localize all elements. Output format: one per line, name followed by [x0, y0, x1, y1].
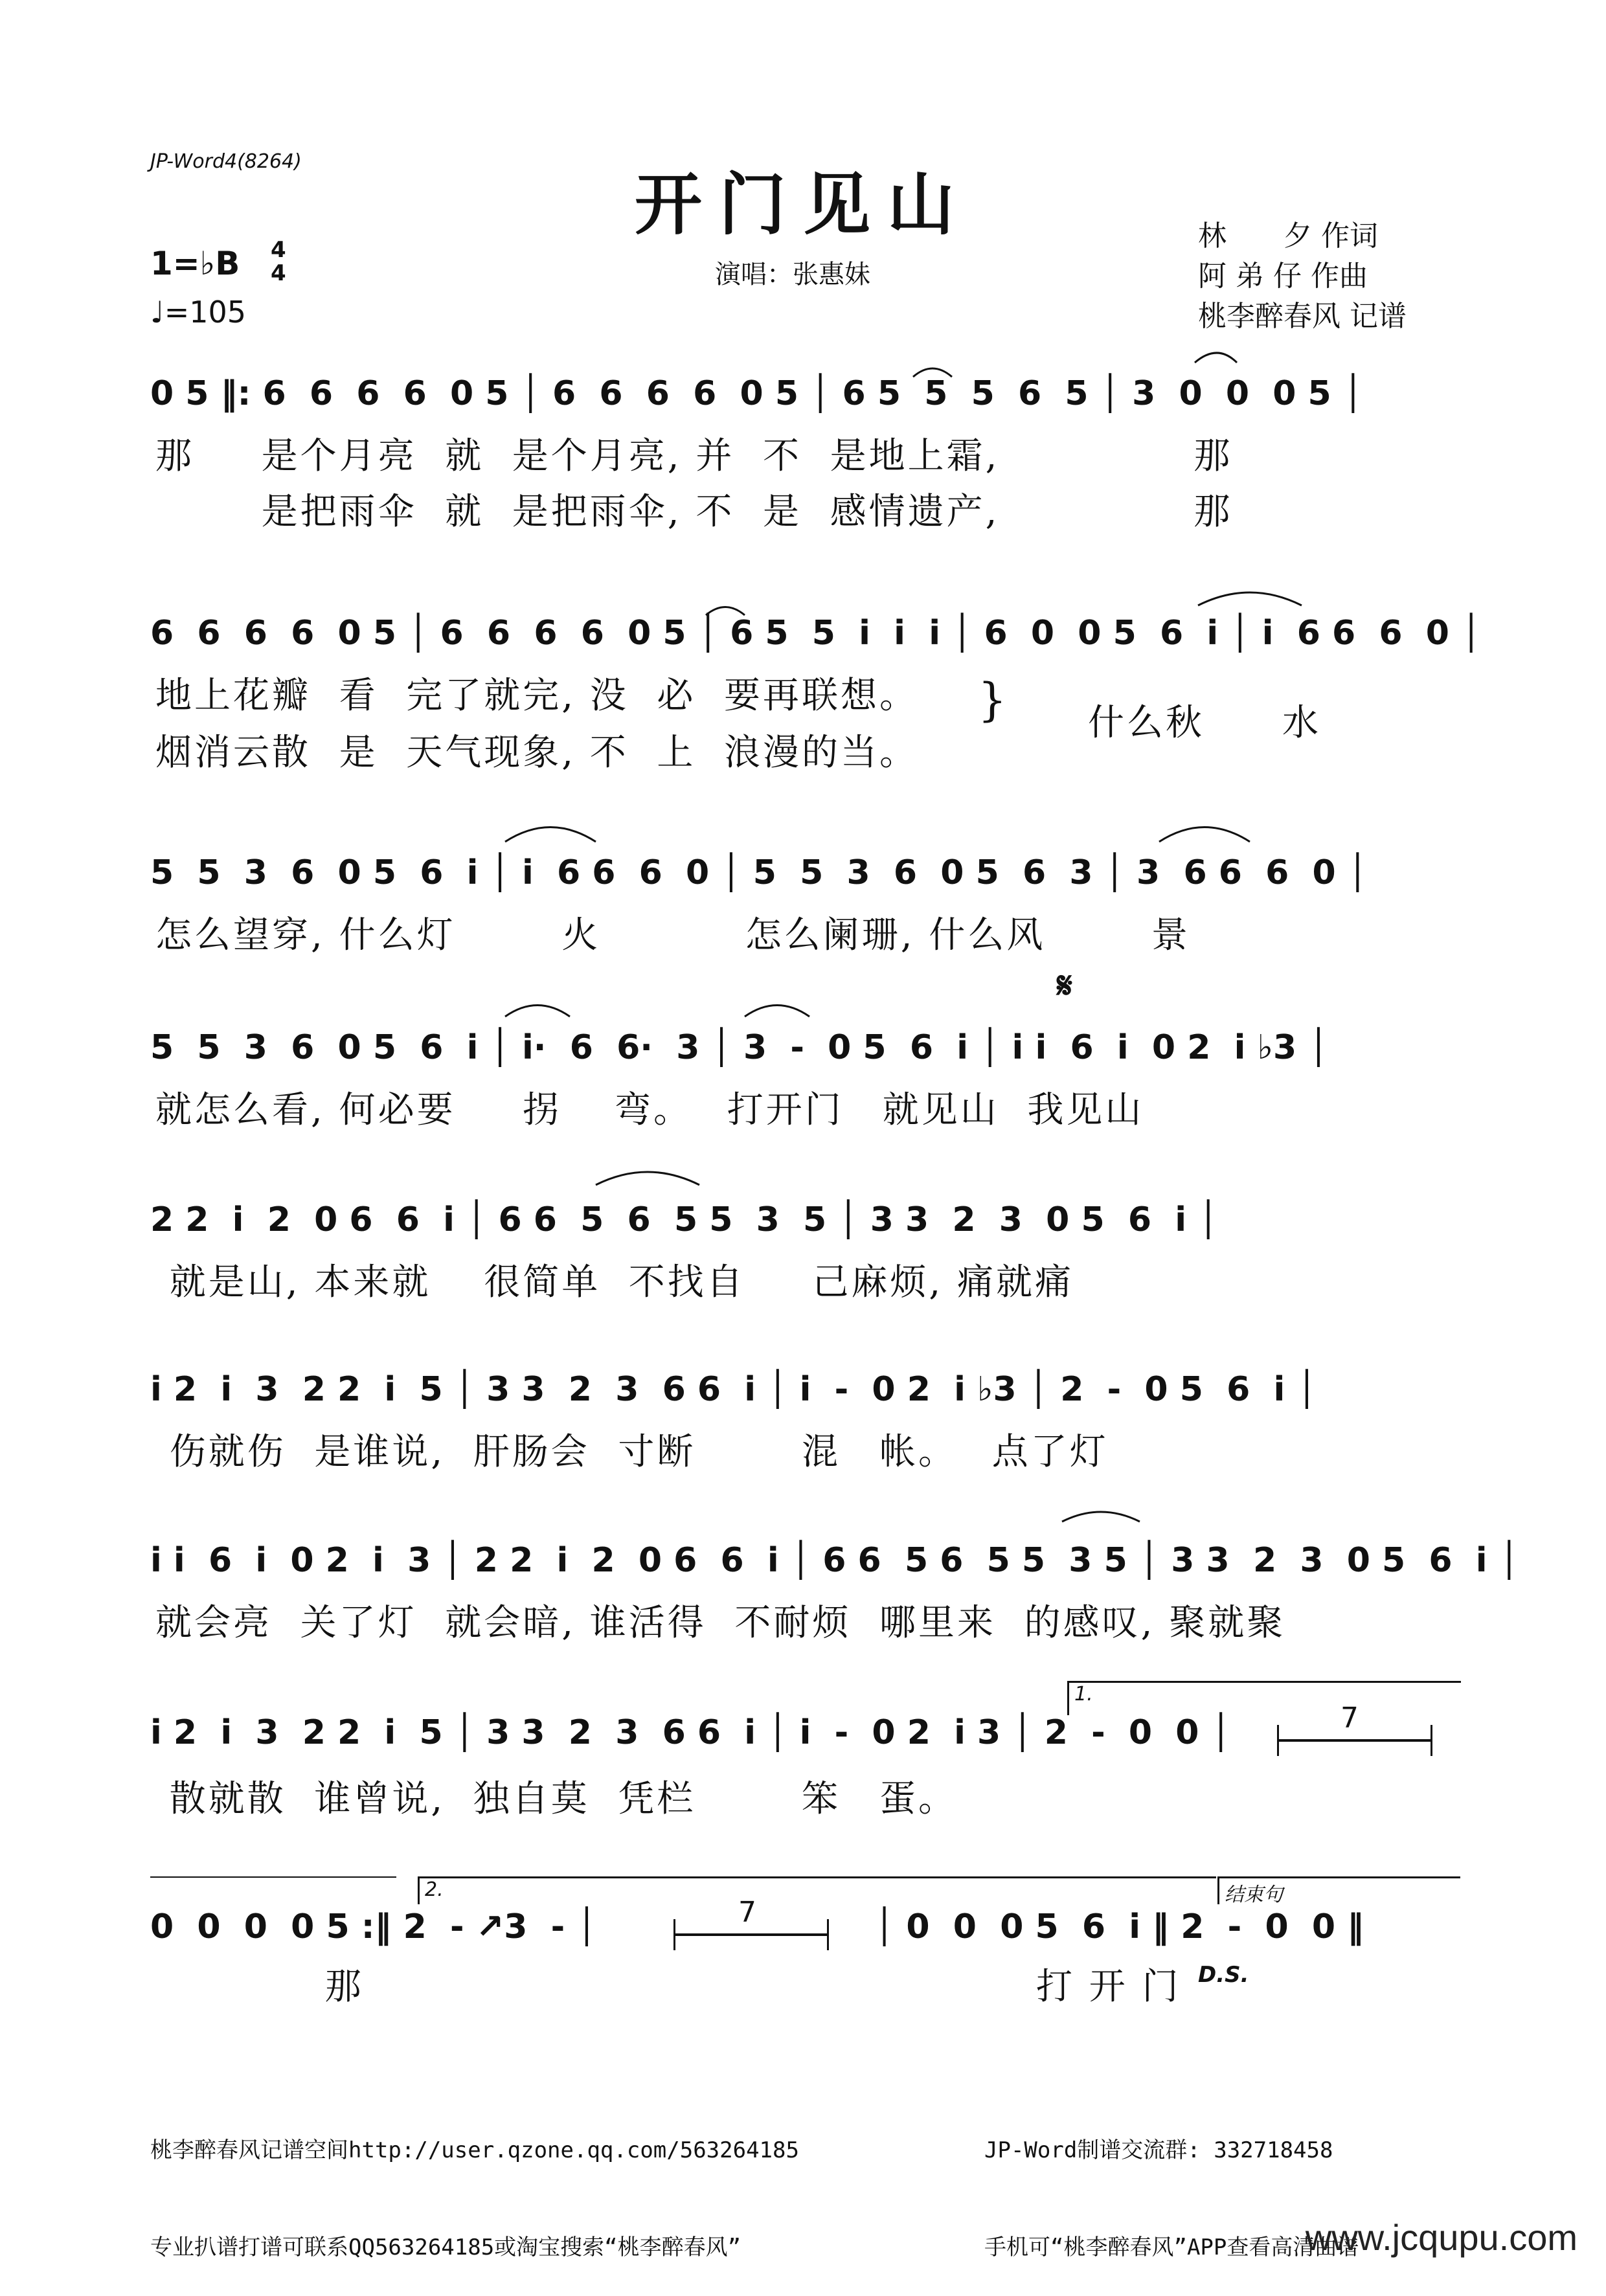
lyric-line-1a: 那 是个月亮 就 是个月亮, 并 不 是地上霜, 那 [155, 435, 1233, 477]
verse-brace: } [978, 673, 1007, 726]
footer-right-line2: 手机可“桃李醉春风”APP查看高清曲谱 [984, 2234, 1359, 2260]
lyric-line-2a: 地上花瓣 看 完了就完, 没 必 要再联想。 [155, 675, 919, 717]
slur-mark [1198, 592, 1302, 605]
lyric-line-9: 那 [155, 1966, 364, 2008]
transcriber-credit: 桃李醉春风 记谱 [1198, 300, 1407, 333]
lyric-line-4: 就怎么看, 何必要 拐 弯。 打开门 就见山 我见山 [155, 1089, 1144, 1131]
lyricist-credit: 林 夕 作词 [1198, 219, 1378, 253]
side-lyric: 什么秋 水 [1088, 702, 1321, 744]
notation-line-8: i 2 i 3 2 2 i 5 │ 3 3 2 3 6 6 i │ i - 0 2 i 3 │ 2 - 0 0 │ [150, 1713, 1231, 1752]
time-bottom: 4 [271, 260, 286, 286]
notation-line-5: 2 2 i 2 0 6 6 i │ 6 6 5 6 5 5 3 5 │ 3 3 2 3 0 5 6 i │ [150, 1200, 1219, 1239]
slur-mark [1195, 353, 1237, 363]
slur-mark [505, 1006, 570, 1017]
lyric-line-7: 就会亮 关了灯 就会暗, 谁活得 不耐烦 哪里来 的感叹, 聚就聚 [155, 1602, 1286, 1644]
second-ending-label: 2. [425, 1878, 444, 1901]
notation-line-6: i 2 i 3 2 2 i 5 │ 3 3 2 3 6 6 i │ i - 0 2 i ♭3 │ 2 - 0 5 6 i │ [150, 1370, 1317, 1409]
slur-mark [1062, 1512, 1140, 1522]
coda-label: 结束句 [1225, 1884, 1283, 1906]
notation-line-2: 6 6 6 6 0 5 │ 6 6 6 6 0 5 │ 6 5 5 i i i │ 6 0 0 5 6 i │ i 6 6 6 0 │ [150, 614, 1482, 653]
lyric-line-3: 怎么望穿, 什么灯 火 怎么阑珊, 什么风 景 [155, 914, 1191, 956]
lyric-line-2b: 烟消云散 是 天气现象, 不 上 浪漫的当。 [155, 732, 919, 774]
footer-right-line1: JP-Word制谱交流群: 332718458 [984, 2137, 1333, 2163]
key-signature: 1=♭B [150, 245, 240, 282]
segno-sign: 𝄋 [1057, 965, 1073, 1007]
lyric-line-8: 散就散 谁曾说, 独自莫 凭栏 笨 蛋。 [155, 1778, 958, 1820]
time-top: 4 [271, 237, 286, 263]
footer-right [984, 2069, 1359, 2296]
multi-rest-count-2: 7 [738, 1896, 756, 1929]
multi-rest-count-1: 7 [1340, 1702, 1359, 1735]
singer-credit: 演唱：张惠妹 [715, 260, 870, 289]
notation-line-3: 5 5 3 6 0 5 6 i │ i 6 6 6 0 │ 5 5 3 6 0 5 6 3 │ 3 6 6 6 0 │ [150, 853, 1368, 892]
slur-mark [706, 607, 745, 616]
slur-mark [596, 1172, 699, 1185]
slur-mark [745, 1006, 809, 1017]
notation-line-4: 5 5 3 6 0 5 6 i │ i· 6 6· 3 │ 3 - 0 5 6 i │ i i 6 i 0 2 i ♭3 │ [150, 1028, 1329, 1067]
slur-mark [913, 368, 952, 377]
lyric-line-1b: 是把雨伞 就 是把雨伞, 不 是 感情遗产, 那 [155, 491, 1233, 533]
first-ending-label: 1. [1074, 1683, 1093, 1705]
page-title: 开门见山 [634, 164, 971, 244]
notation-line-7: i i 6 i 0 2 i 3 │ 2 2 i 2 0 6 6 i │ 6 6 5 6 5 5 3 5 │ 3 3 2 3 0 5 6 i │ [150, 1541, 1520, 1580]
slur-mark [1159, 827, 1250, 842]
lyric-line-5: 就是山, 本来就 很简单 不找自 己麻烦, 痛就痛 [155, 1261, 1074, 1303]
da-segno-mark: D.S. [1198, 1962, 1249, 1988]
version-label: JP-Word4(8264) [150, 150, 302, 173]
lyric-line-9b: 打 开 门 [1036, 1966, 1181, 2008]
footer-left [150, 2069, 799, 2296]
notation-line-1: 0 5 ‖: 6 6 6 6 0 5 │ 6 6 6 6 0 5 │ 6 5 5 5 6 5 │ 3 0 0 0 5 │ [150, 374, 1364, 413]
site-watermark[interactable]: www.jcqupu.com [1305, 2217, 1578, 2258]
slur-mark [505, 827, 596, 842]
notation-line-9b: │ 0 0 0 5 6 i ‖ 2 - 0 0 ‖ [874, 1908, 1364, 1946]
composer-credit: 阿 弟 仔 作曲 [1198, 260, 1368, 293]
notation-line-9a: 0 0 0 0 5 :‖ 2 - ↗3 - │ [150, 1908, 597, 1946]
tempo-mark: ♩=105 [150, 295, 247, 330]
lyric-line-6: 伤就伤 是谁说, 肝肠会 寸断 混 帐。 点了灯 [155, 1431, 1109, 1473]
footer-left-line1: 桃李醉春风记谱空间http://user.qzone.qq.com/563264185 [150, 2137, 799, 2163]
footer-left-line2: 专业扒谱打谱可联系QQ563264185或淘宝搜索“桃李醉春风” [150, 2234, 741, 2260]
